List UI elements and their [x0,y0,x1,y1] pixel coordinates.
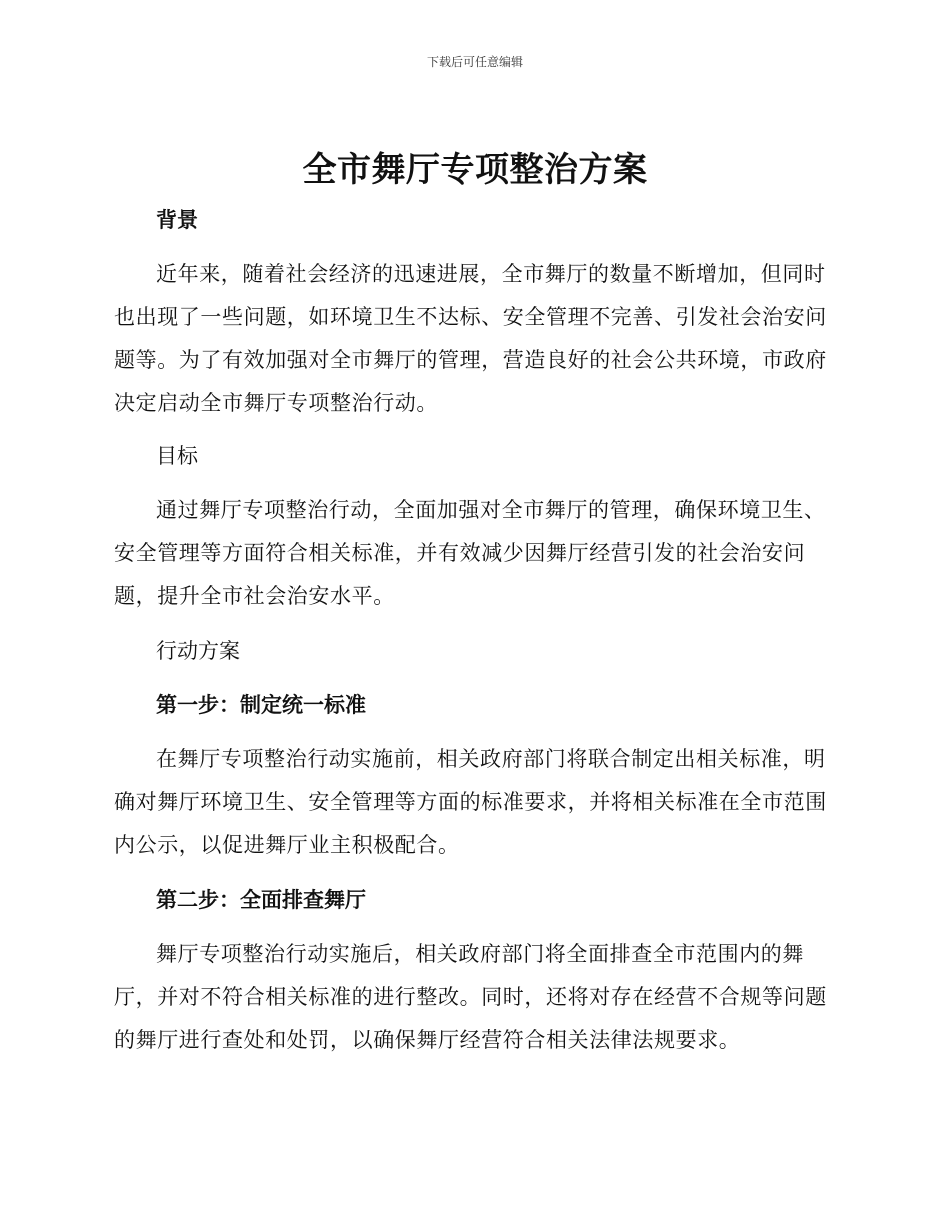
section-heading-background: 背景 [156,208,198,232]
page-header: 下载后可任意编辑 [426,55,523,69]
goal-paragraph: 通过舞厅专项整治行动，全面加强对全市舞厅的管理，确保环境卫生、安全管理等方面符合相关标准，并有效减少因舞厅经营引发的社会治安问题，提升全市社会治安水平。 [114,498,826,608]
section-heading-goal: 目标 [156,444,198,468]
step2-paragraph: 舞厅专项整治行动实施后，相关政府部门将全面排查全市范围内的舞厅，并对不符合相关标准的进行整改。同时，还将对存在经营不合规等问题的舞厅进行查处和处罚，以确保舞厅经营符合相关法律法规要求。 [114,942,827,1052]
step1-heading: 第一步：制定统一标准 [156,693,366,717]
step1-paragraph: 在舞厅专项整治行动实施前，相关政府部门将联合制定出相关标准，明确对舞厅环境卫生、安全管理等方面的标准要求，并将相关标准在全市范围内公示，以促进舞厅业主积极配合。 [114,747,827,857]
background-paragraph: 近年来，随着社会经济的迅速进展，全市舞厅的数量不断增加，但同时也出现了一些问题，如环境卫生不达标、安全管理不完善、引发社会治安问题等。为了有效加强对全市舞厅的管理，营造良好的社会公共环境，市政府决定启动全市舞厅专项整治行动。 [114,262,827,415]
section-heading-plan: 行动方案 [156,639,240,663]
step2-heading: 第二步：全面排查舞厅 [156,888,366,912]
document-title: 全市舞厅专项整治方案 [302,150,648,190]
